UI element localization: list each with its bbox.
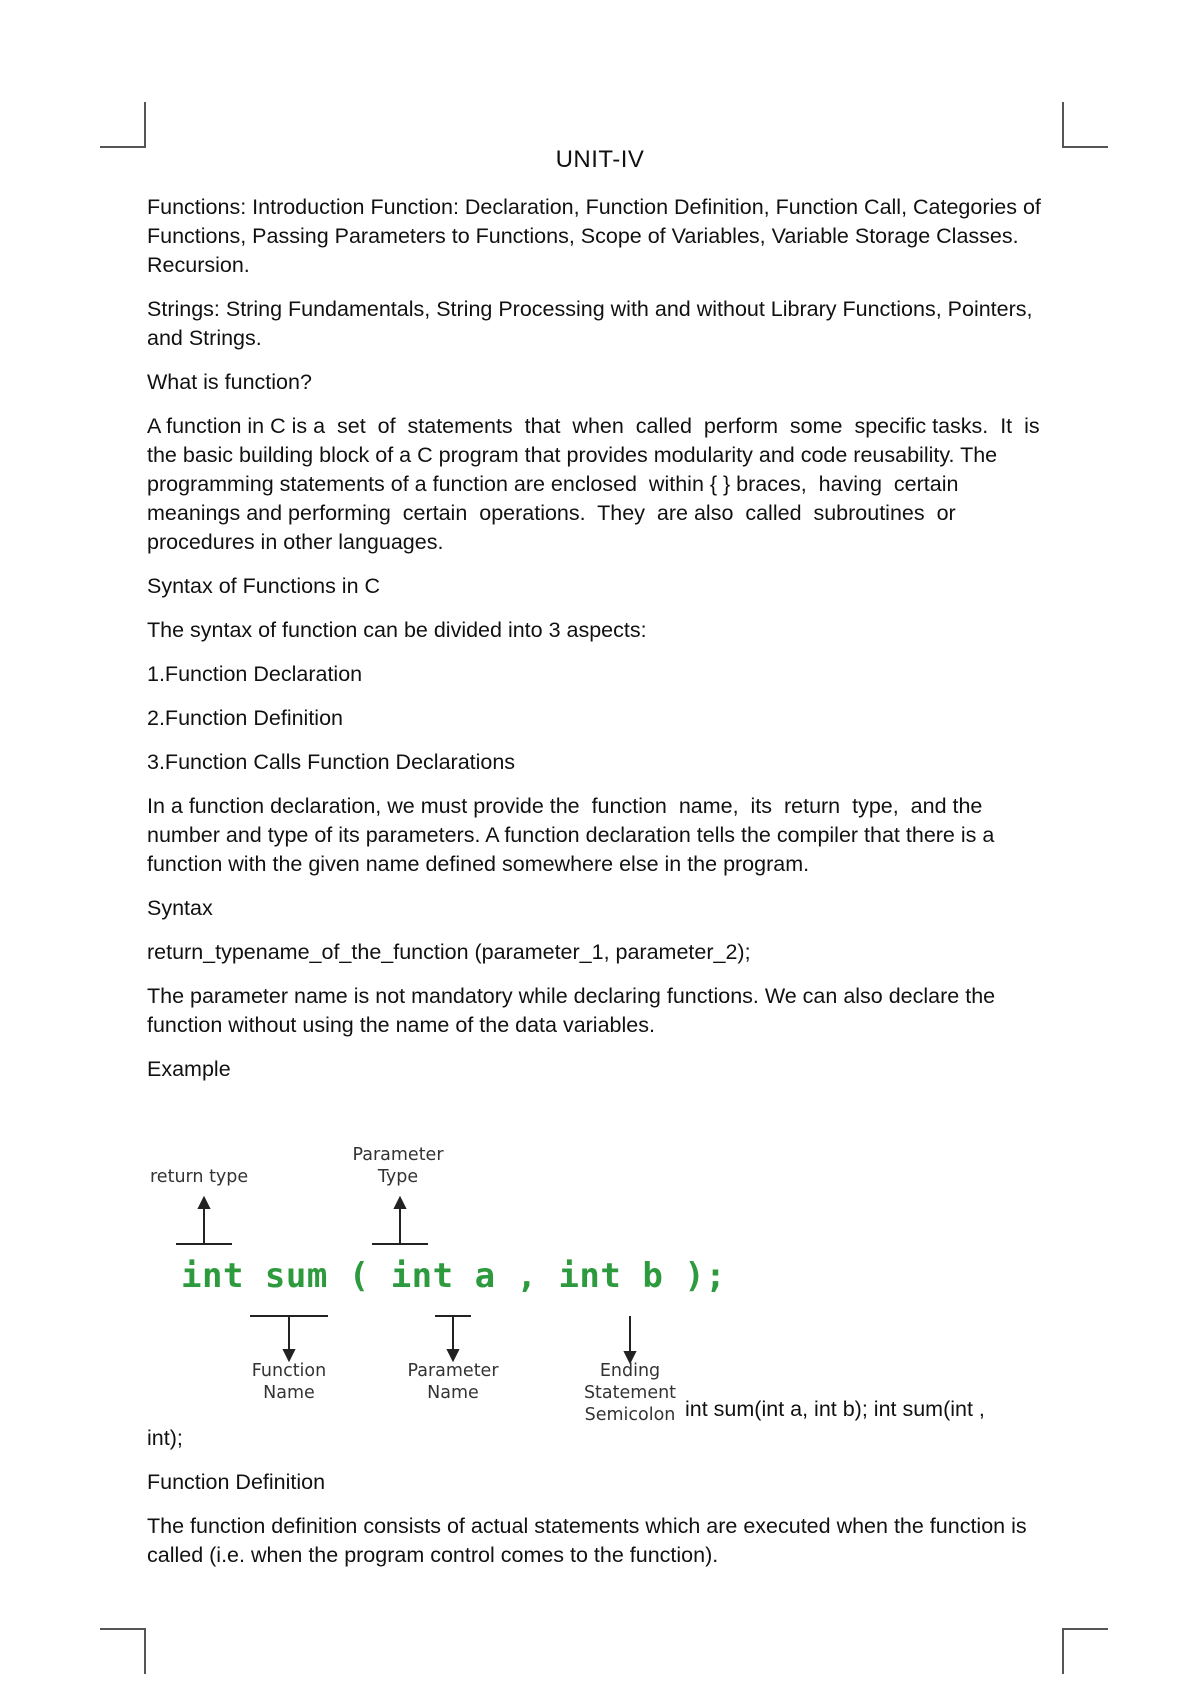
- paragraph-topics-functions: Functions: Introduction Function: Declaration, Function Definition, Function Call, Categories of Functions, Passing Parameters to Functions, Scope of Variables, Variable Storage Classes. Recursion.: [147, 195, 1041, 277]
- example-code-line1: int sum(int a, int b); int sum(int ,: [685, 1397, 985, 1421]
- syntax-line: return_typename_of_the_function (parameter_1, parameter_2);: [147, 940, 751, 964]
- label-ending-semicolon: Ending Statement Semicolon: [583, 1361, 677, 1425]
- label-function-name: Function Name: [251, 1361, 327, 1403]
- paragraph-function-definition: The function definition consists of actual statements which are executed when the function is called (i.e. when the program control comes to the function).: [147, 1514, 1027, 1567]
- paragraph-three-aspects: The syntax of function can be divided into 3 aspects:: [147, 618, 647, 642]
- heading-example: Example: [147, 1057, 231, 1081]
- crop-mark-bottom-left: [100, 1628, 146, 1674]
- paragraph-parameter-name-optional: The parameter name is not mandatory while declaring functions. We can also declare the function without using the name of the data variables.: [147, 984, 996, 1037]
- label-parameter-name: Parameter Name: [407, 1361, 499, 1403]
- crop-mark-top-left: [100, 102, 146, 148]
- crop-mark-top-right: [1062, 102, 1108, 148]
- heading-syntax: Syntax: [147, 896, 213, 920]
- page-title: UNIT-IV: [555, 146, 645, 173]
- list-item-declaration: 1.Function Declaration: [147, 662, 363, 686]
- heading-what-is-function: What is function?: [147, 370, 312, 394]
- list-item-calls: 3.Function Calls Function Declarations: [147, 750, 516, 774]
- list-item-definition: 2.Function Definition: [147, 706, 343, 730]
- heading-function-definition: Function Definition: [147, 1470, 326, 1494]
- paragraph-function-definition-intro: A function in C is a set of statements that when called perform some specific tasks. It is the basic building block of a C program that provides modularity and code reusability. The programming statements of a function are enclosed within { } braces, having certain meanings and performing certain operations. They are also called subroutines or procedures in other languages.: [147, 414, 1046, 554]
- paragraph-declaration-explanation: In a function declaration, we must provide the function name, its return type, and the number and type of its parameters. A function declaration tells the compiler that there is a function with the given name defined somewhere else in the program.: [147, 794, 1001, 876]
- label-return-type: return type: [150, 1167, 249, 1187]
- example-code-line2: int);: [147, 1426, 183, 1450]
- paragraph-topics-strings: Strings: String Fundamentals, String Processing with and without Library Functions, Pointers, and Strings.: [147, 297, 1033, 350]
- heading-syntax-of-functions: Syntax of Functions in C: [147, 574, 381, 598]
- label-parameter-type: Parameter Type: [352, 1145, 444, 1187]
- diagram-code-declaration: int sum ( int a , int b );: [181, 1256, 727, 1296]
- crop-mark-bottom-right: [1062, 1628, 1108, 1674]
